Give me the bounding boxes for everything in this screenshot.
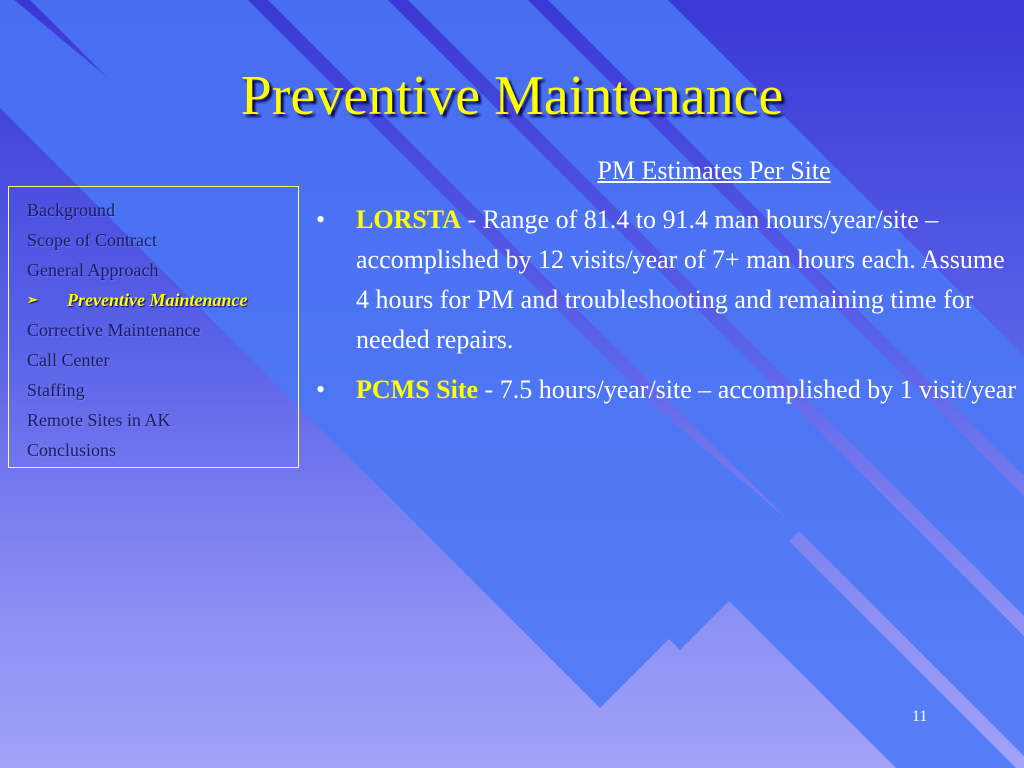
bullet-body: - Range of 81.4 to 91.4 man hours/year/site – accomplished by 12 visits/year of 7+ man hours each. Assume 4 hours for PM and troubleshooting and remaining time for needed repairs. — [356, 205, 1005, 354]
nav-item-remote-sites[interactable]: Remote Sites in AK — [27, 410, 171, 430]
bullet-body: - 7.5 hours/year/site – accomplished by 1 visit/year — [478, 375, 1016, 404]
bullet-dot-icon: • — [316, 375, 326, 404]
bullet-text — [356, 370, 1016, 410]
page-number: 11 — [912, 708, 928, 725]
bullet-dot-icon: • — [316, 205, 326, 234]
bullet-keyword: LORSTA — [356, 205, 461, 234]
slide-content — [316, 156, 1016, 420]
nav-item-label: Preventive Maintenance — [67, 290, 248, 310]
nav-item-conclusions[interactable]: Conclusions — [27, 440, 117, 460]
slide-title: Preventive Maintenance — [240, 65, 784, 127]
agenda-navigation — [8, 186, 299, 468]
bullet-lorsta — [316, 200, 1016, 360]
nav-item-preventive-maintenance[interactable] — [27, 285, 298, 315]
section-subtitle: PM Estimates Per Site — [597, 156, 831, 185]
nav-item-general-approach[interactable]: General Approach — [27, 260, 159, 280]
bullet-text — [356, 200, 1016, 360]
nav-item-scope-of-contract[interactable]: Scope of Contract — [27, 230, 157, 250]
nav-item-background[interactable]: Background — [27, 200, 115, 220]
nav-item-staffing[interactable]: Staffing — [27, 380, 85, 400]
bullet-pcms-site — [316, 370, 1016, 410]
arrow-bullet-icon: ➢ — [27, 292, 38, 307]
nav-item-corrective-maintenance[interactable]: Corrective Maintenance — [27, 320, 201, 340]
bullet-keyword: PCMS Site — [356, 375, 479, 404]
nav-item-call-center[interactable]: Call Center — [27, 350, 110, 370]
